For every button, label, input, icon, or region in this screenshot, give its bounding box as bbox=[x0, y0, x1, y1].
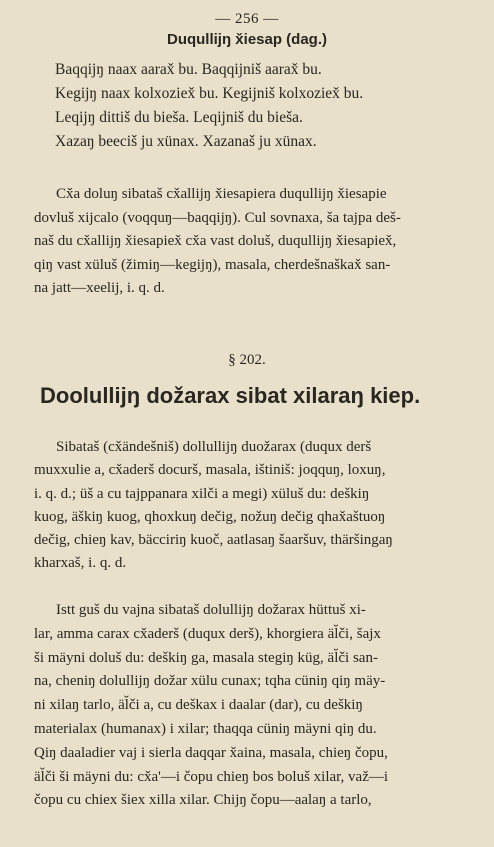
paragraph-line: Cx̌a doluŋ sibataš cx̌allijŋ x̌iesapiera duqullijŋ x̌iesapie bbox=[56, 186, 387, 202]
paragraph-line: ši mäyni doluš du: deškiŋ ga, masala stegiŋ küg, äl̆či san- bbox=[34, 649, 378, 666]
paragraph-line: kuog, äškiŋ kuog, qhoxkuŋ dečig, nožuŋ dečig qhax̌aštuoŋ bbox=[34, 508, 386, 525]
example-line: Xazaŋ beeciš ju xünax. Xazanaš ju xünax. bbox=[55, 133, 317, 150]
paragraph-line: muxxulie a, cx̌aderš docurš, masala, ištiniš: joqquŋ, loxuŋ, bbox=[34, 462, 386, 479]
paragraph-line: lar, amma carax cx̌aderš (duqux derš), khorgiera äl̆či, šajx bbox=[34, 625, 381, 642]
paragraph-line: dovluš xijcalo (voqquŋ—baqqijŋ). Cul sovnaxa, ša tajpa deš- bbox=[34, 209, 401, 226]
paragraph-line: Qiŋ daaladier vaj i sierla daqqar x̌aina, masala, chieŋ čopu, bbox=[34, 744, 388, 761]
example-line: Kegijŋ naax kolxoziex̌ bu. Kegijniš kolxoziex̌ bu. bbox=[55, 85, 364, 102]
paragraph-line: i. q. d.; üš a cu tajppanara xilči a megi) xüluš du: deškiŋ bbox=[34, 485, 370, 502]
paragraph-2 bbox=[34, 436, 480, 576]
paragraph-3 bbox=[34, 599, 480, 813]
section-number: § 202. bbox=[228, 352, 266, 368]
paragraph-line: kharxaš, i. q. d. bbox=[34, 555, 127, 572]
paragraph-line: qiŋ vast xüluš (žimiŋ—kegijŋ), masala, cherdešnaškax̌ san- bbox=[34, 256, 391, 273]
paragraph-line: ni xilaŋ tarlo, äl̆či a, cu deškax i daalar (dar), cu deškiŋ bbox=[34, 697, 363, 714]
running-head: Duqullijŋ x̌iesap (dag.) bbox=[166, 31, 327, 48]
paragraph-line: naš du cx̌allijŋ x̌iesapiex̌ cx̌a vast doluš, duqullijŋ x̌iesapiex̌, bbox=[34, 233, 397, 249]
example-line: Leqijŋ dittiš du bieša. Leqijniš du bieša. bbox=[55, 109, 303, 126]
paragraph-line: na jatt—xeelij, i. q. d. bbox=[34, 280, 165, 296]
page-number: — 256 — bbox=[215, 11, 279, 27]
section-title: Doolullijŋ dožarax sibat xilaraŋ kiep. bbox=[40, 383, 421, 408]
paragraph-line: Sibataš (cx̌ändešniš) dollullijŋ duožarax (duqux derš bbox=[56, 439, 372, 455]
paragraph-line: äl̆či ši mäyni du: cx̌a'—i čopu chieŋ bos boluš xilar, važ—i bbox=[34, 768, 389, 785]
paragraph-1 bbox=[34, 183, 480, 301]
paragraph-line: Istt guš du vajna sibataš dolullijŋ dožarax hüttuš xi- bbox=[56, 602, 366, 618]
paragraph-line: materialax (humanax) i xilar; thaqqa cüniŋ mäyni qiŋ du. bbox=[34, 720, 377, 737]
paragraph-line: dečig, chieŋ kav, bäcciriŋ kuoč, aatlasaŋ šaaršuv, thäršingaŋ bbox=[34, 532, 393, 549]
paragraph-line: na, cheniŋ dolullijŋ dožar xülu cunax; tqha cüniŋ qiŋ mäy- bbox=[34, 673, 386, 690]
example-line: Baqqijŋ naax aarax̌ bu. Baqqijniš aarax̌ bu. bbox=[55, 61, 322, 78]
example-sentences bbox=[55, 58, 480, 154]
paragraph-line: čopu cu chiex šiex xilla xilar. Chijŋ čopu—aalaŋ a tarlo, bbox=[34, 792, 372, 809]
